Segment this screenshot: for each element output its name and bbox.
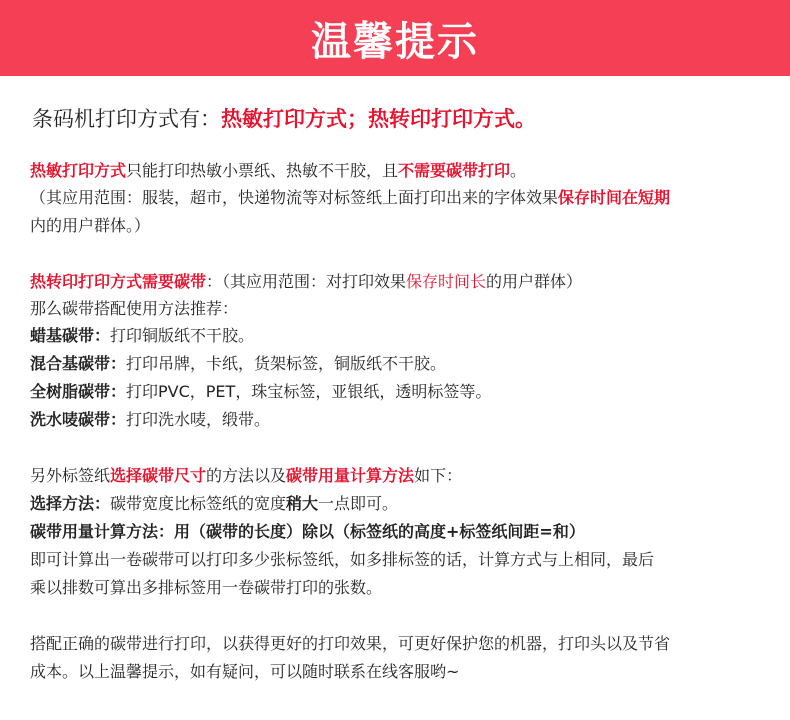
closing-text-2: 成本。以上温馨提示，如有疑问，可以随时联系在线客服哟~ xyxy=(30,662,460,681)
selection-p2: 的方法以及 xyxy=(206,466,287,485)
method-bold: 稍大 xyxy=(286,494,319,513)
method-text: 碳带宽度比标签纸的宽度 xyxy=(110,494,287,513)
thermal-line-3 xyxy=(30,216,150,236)
thermal-scope-emph: 保存时间在短期 xyxy=(558,188,671,207)
intro-line xyxy=(32,103,536,133)
calc-line-2 xyxy=(30,578,382,598)
ribbon-item xyxy=(30,382,491,402)
method-line xyxy=(30,494,398,514)
ribbon-item xyxy=(30,354,446,374)
calc-label-line xyxy=(30,522,585,542)
recommend-text: 那么碳带搭配使用方法推荐： xyxy=(30,299,239,318)
ribbon-item xyxy=(30,410,270,430)
intro-prefix: 条码机打印方式有： xyxy=(32,107,221,131)
ribbon-desc: 打印PVC，PET，珠宝标签，亚银纸，透明标签等。 xyxy=(126,382,492,401)
thermal-term: 热敏打印方式 xyxy=(30,161,127,180)
ribbon-item xyxy=(30,326,254,346)
recommend-line xyxy=(30,299,238,319)
transfer-line-1 xyxy=(30,272,582,292)
thermal-end: 。 xyxy=(510,161,527,180)
thermal-line-2 xyxy=(30,188,670,208)
intro-methods: 热敏打印方式；热转印打印方式。 xyxy=(221,107,536,131)
selection-emph2: 碳带用量计算方法 xyxy=(286,466,415,485)
transfer-emph: 保存时间长 xyxy=(406,272,487,291)
calc-line-1 xyxy=(30,550,654,570)
closing-line-1 xyxy=(30,634,670,654)
ribbon-desc: 打印铜版纸不干胶。 xyxy=(110,326,255,345)
thermal-text: 只能打印热敏小票纸、热敏不干胶，且 xyxy=(126,161,399,180)
closing-line-2 xyxy=(30,662,459,682)
selection-emph1: 选择碳带尺寸 xyxy=(110,466,207,485)
method-text-2: 一点即可。 xyxy=(318,494,399,513)
method-label: 选择方法： xyxy=(30,494,111,513)
ribbon-name: 蜡基碳带： xyxy=(30,326,111,345)
ribbon-name: 混合基碳带： xyxy=(30,354,127,373)
thermal-line-1 xyxy=(30,161,526,181)
transfer-term: 热转印打印方式需要碳带 xyxy=(30,272,207,291)
header-banner xyxy=(0,0,790,76)
thermal-scope: （其应用范围：服装，超市，快递物流等对标签纸上面打印出来的字体效果 xyxy=(30,188,559,207)
ribbon-name: 洗水唛碳带： xyxy=(30,410,127,429)
transfer-end: 的用户群体） xyxy=(486,272,583,291)
calc-label: 碳带用量计算方法：用（碳带的长度）除以（标签纸的高度+标签纸间距=和） xyxy=(30,522,585,541)
selection-line-1 xyxy=(30,466,462,486)
ribbon-desc: 打印吊牌，卡纸，货架标签，铜版纸不干胶。 xyxy=(126,354,447,373)
ribbon-name: 全树脂碳带： xyxy=(30,382,127,401)
calc-text-1: 即可计算出一卷碳带可以打印多少张标签纸，如多排标签的话，计算方式与上相同，最后 xyxy=(30,550,655,569)
calc-text-2: 乘以排数可算出多排标签用一卷碳带打印的张数。 xyxy=(30,578,383,597)
ribbon-desc: 打印洗水唛，缎带。 xyxy=(126,410,271,429)
page-title: 温馨提示 xyxy=(311,18,479,65)
selection-p1: 另外标签纸 xyxy=(30,466,111,485)
selection-p3: 如下： xyxy=(414,466,463,485)
thermal-scope-end: 内的用户群体。） xyxy=(30,216,151,235)
transfer-text: ：（其应用范围：对打印效果 xyxy=(206,272,407,291)
thermal-emph: 不需要碳带打印 xyxy=(398,161,511,180)
closing-text-1: 搭配正确的碳带进行打印，以获得更好的打印效果，可更好保护您的机器，打印头以及节省 xyxy=(30,634,671,653)
